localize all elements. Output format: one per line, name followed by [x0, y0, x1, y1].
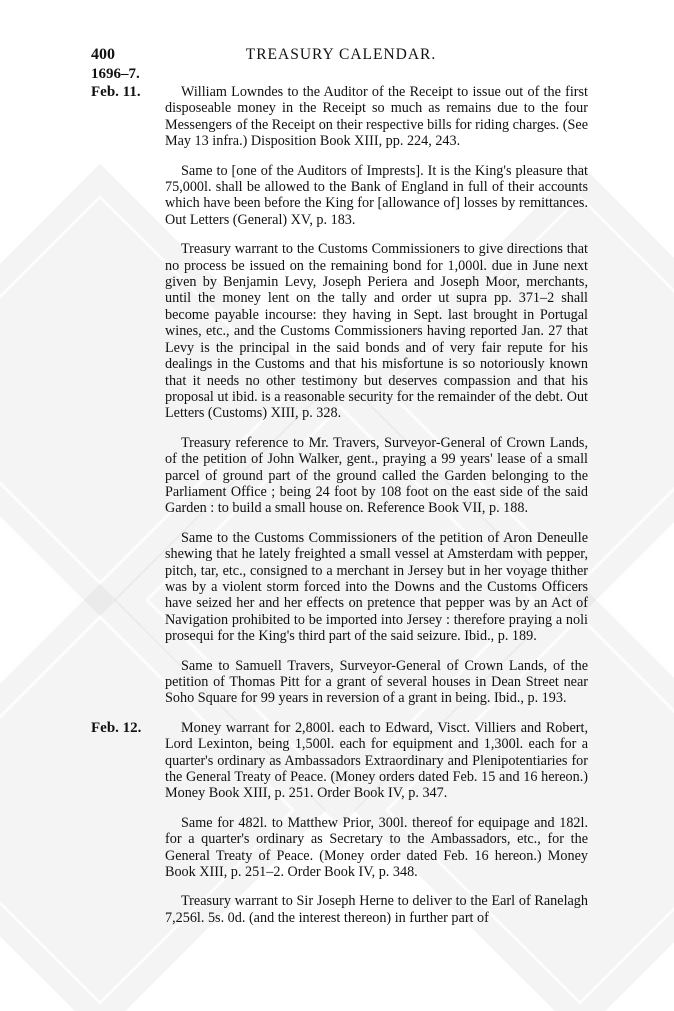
entries-list	[0, 84, 674, 939]
calendar-entry	[0, 241, 674, 421]
entry-text: Treasury warrant to Sir Joseph Herne to deliver to the Earl of Ranelagh 7,256l. 5s. 0d. (and the interest thereon) in further part of	[165, 893, 588, 926]
entry-text: William Lowndes to the Auditor of the Receipt to issue out of the first disposeable money in the Receipt so much as remains due to the four Messengers of the Receipt on their respective bills for riding charges. (See May 13 infra.) Disposition Book XIII, pp. 224, 243.	[165, 84, 588, 150]
page-header	[91, 46, 591, 66]
entry-date: Feb. 11.	[91, 84, 141, 100]
entry-text: Same to the Customs Commissioners of the petition of Aron Deneulle shewing that he lately freighted a small vessel at Amsterdam with pepper, pitch, tar, etc., consigned to a merchant in Jersey but in her voyage thither was by a violent storm forced into the Downs and the Customs Officers have seized her and her effects on pretence that pepper was by an Act of Navigation prohibited to be imported into Jersey : therefore praying a noli prosequi for the King's third part of the said seizure. Ibid., p. 189.	[165, 529, 588, 645]
entry-text: Money warrant for 2,800l. each to Edward, Visct. Villiers and Robert, Lord Lexinton, being 1,500l. each for equipment and 1,300l. each for a quarter's ordinary as Ambassadors Extraordinary and Plenipotentiaries for the General Treaty of Peace. (Money orders dated Feb. 15 and 16 hereon.) Money Book XIII, p. 251. Order Book IV, p. 347.	[165, 719, 588, 802]
entry-text: Same to [one of the Auditors of Imprests]. It is the King's pleasure that 75,000l. shall be allowed to the Bank of England in full of their accounts which have been before the King for [allowance of] losses by remittances. Out Letters (General) XV, p. 183.	[165, 162, 588, 228]
entry-date: Feb. 12.	[91, 719, 142, 736]
calendar-entry	[0, 435, 674, 517]
calendar-entry	[0, 530, 674, 645]
calendar-entry	[0, 893, 674, 926]
entry-text: Treasury warrant to the Customs Commissioners to give directions that no process be issued on the remaining bond for 1,000l. due in June next given by Benjamin Levy, Joseph Periera and Joseph Moor, merchants, until the money lent on the tally and order ut supra pp. 371–2 shall become payable incourse: they having in Sept. last brought in Portugal wines, etc., and the Customs Commissioners having reported Jan. 27 that Levy is the principal in the said bonds and of very fair repute for his dealings in the Customs and that his misfortune is so notoriously known that it needs no other testimony but deserves compassion and that his proposal ut ibid. is a reasonable security for the remainder of the debt. Out Letters (Customs) XIII, p. 328.	[165, 241, 588, 422]
calendar-entry	[0, 84, 674, 150]
calendar-entry	[0, 163, 674, 229]
running-title: TREASURY CALENDAR.	[245, 46, 437, 63]
page-number: 400	[91, 46, 115, 63]
entry-text: Same for 482l. to Matthew Prior, 300l. thereof for equipage and 182l. for a quarter's ordinary as Secretary to the Ambassadors, etc., for the General Treaty of Peace. (Money order dated Feb. 16 hereon.) Money Book XIII, p. 251–2. Order Book IV, p. 348.	[165, 814, 588, 881]
entry-text: Same to Samuell Travers, Surveyor-General of Crown Lands, of the petition of Thomas Pitt for a grant of several houses in Dean Street near Soho Square for 99 years in reversion of a grant in being. Ibid., p. 193.	[165, 657, 588, 707]
calendar-entry	[0, 658, 674, 707]
calendar-entry	[0, 720, 674, 802]
year-label: 1696–7.	[91, 66, 140, 82]
entry-text: Treasury reference to Mr. Travers, Surveyor-General of Crown Lands, of the petition of John Walker, gent., praying a 99 years' lease of a small parcel of ground part of the ground called the Garden belonging to the Parliament Office ; being 24 foot by 108 foot on the east side of the said Garden : to build a small house on. Reference Book VII, p. 188.	[165, 434, 588, 517]
calendar-entry	[0, 815, 674, 881]
